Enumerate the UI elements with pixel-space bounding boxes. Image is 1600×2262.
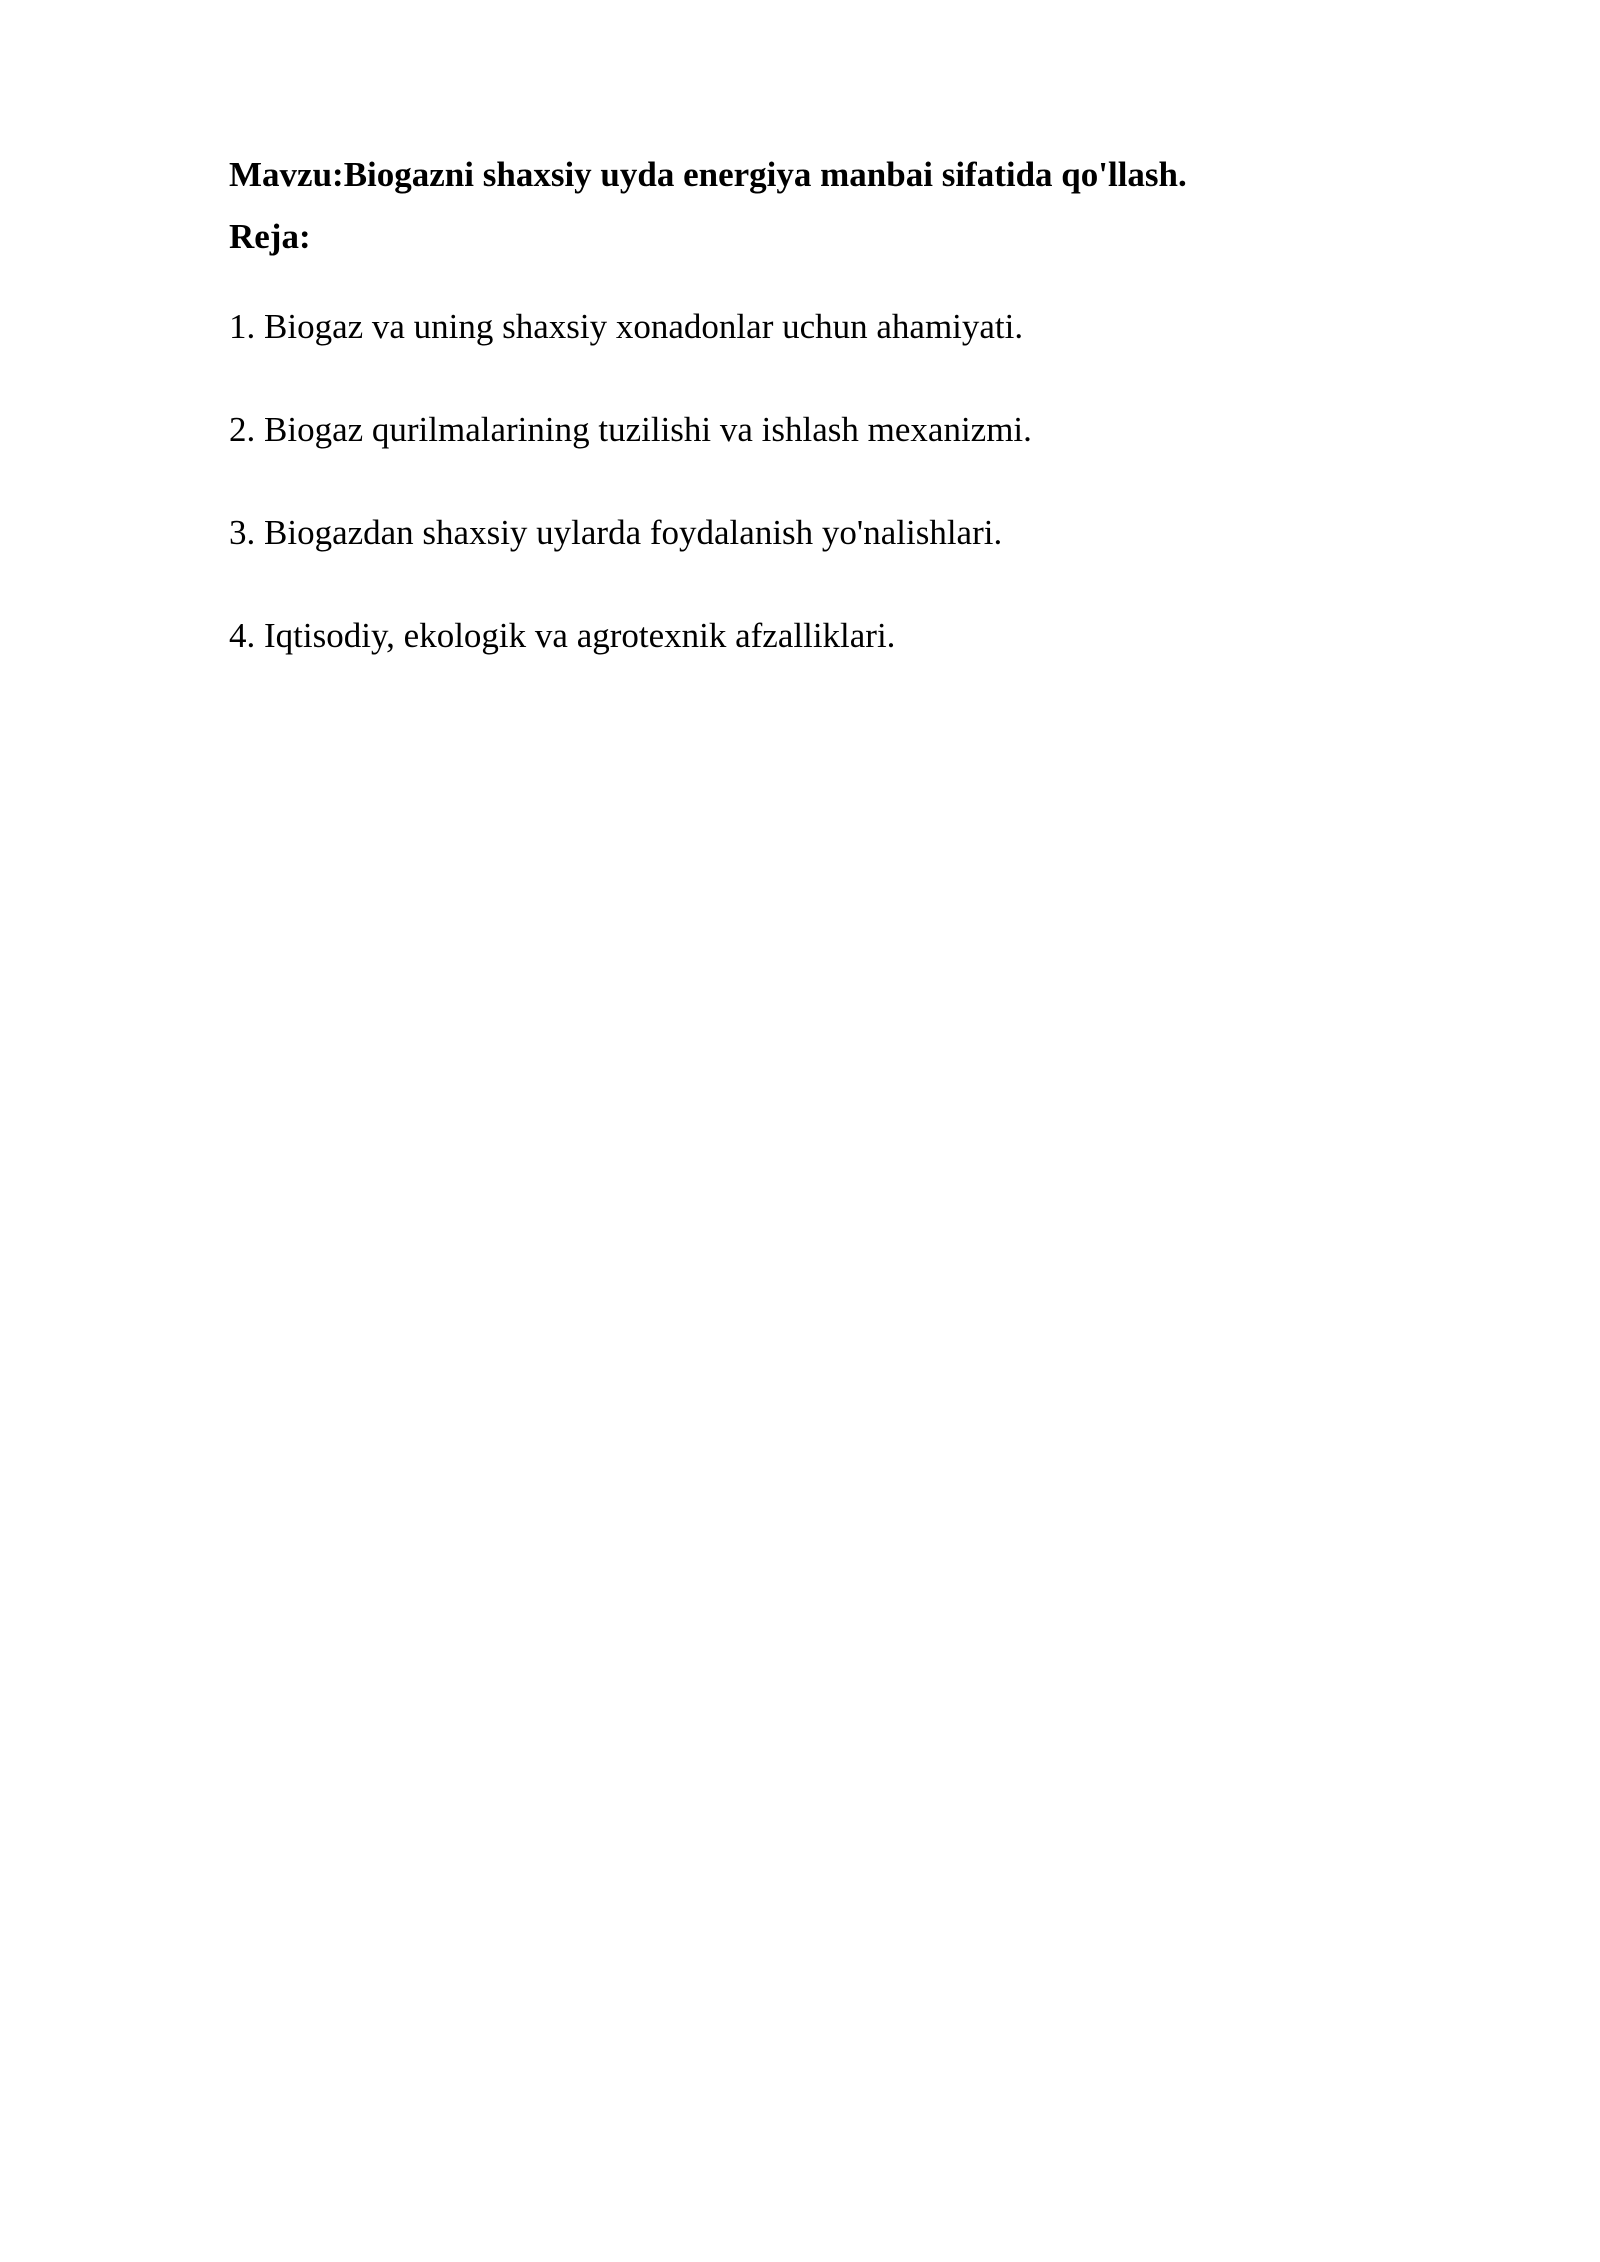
plan-list	[229, 302, 1409, 661]
document-content	[229, 150, 1409, 714]
document-title: Mavzu:Biogazni shaxsiy uyda energiya manbai sifatida qo'llash.	[229, 155, 1187, 194]
plan-item-3: 3. Biogazdan shaxsiy uylarda foydalanish yo'nalishlari.	[229, 513, 1003, 552]
plan-item-2: 2. Biogaz qurilmalarining tuzilishi va ishlash mexanizmi.	[229, 410, 1032, 449]
plan-item-1: 1. Biogaz va uning shaxsiy xonadonlar uchun ahamiyati.	[229, 307, 1024, 346]
plan-heading: Reja:	[229, 217, 311, 256]
plan-item-4: 4. Iqtisodiy, ekologik va agrotexnik afzalliklari.	[229, 616, 896, 655]
